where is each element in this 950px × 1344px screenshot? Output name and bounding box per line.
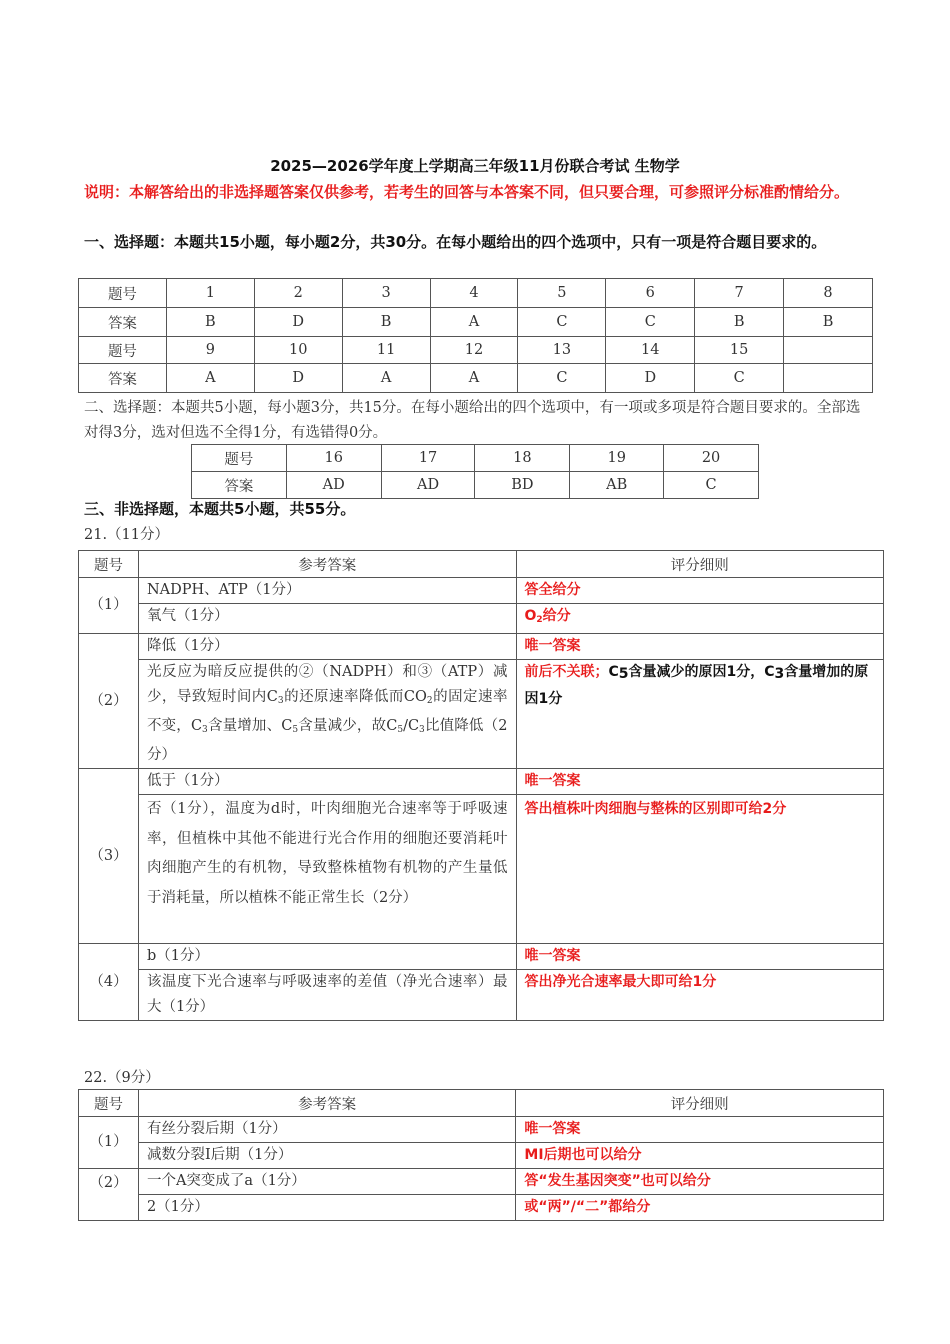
header-reference-answer: 参考答案 <box>138 1090 515 1117</box>
question-number: 2 <box>254 279 342 308</box>
reference-answer: 降低（1分） <box>138 634 516 660</box>
answer-cell: A <box>166 364 254 393</box>
question-number: 6 <box>606 279 695 308</box>
answer-cell: C <box>664 472 759 499</box>
header-question: 题号 <box>79 1090 139 1117</box>
table-row <box>79 578 884 604</box>
answer-text: 含量增加、C <box>207 718 293 734</box>
answer-cell: A <box>430 308 518 337</box>
answer-cell: AD <box>286 472 381 499</box>
subscript: 2 <box>426 696 433 706</box>
rule-text: 含量减少的原因1分，C <box>628 664 775 680</box>
table-row <box>79 279 873 308</box>
answer-cell: A <box>342 364 430 393</box>
answer-cell <box>784 364 873 393</box>
part-number: （1） <box>79 578 139 634</box>
section-3-heading: 三、非选择题，本题共5小题，共55分。 <box>84 500 356 518</box>
question-number: 1 <box>166 279 254 308</box>
scoring-rule: MI后期也可以给分 <box>516 1143 884 1169</box>
row-label: 答案 <box>79 364 167 393</box>
header-reference-answer: 参考答案 <box>138 551 516 578</box>
scoring-rule: 答“发生基因突变”也可以给分 <box>516 1169 884 1195</box>
rule-text: 含量增加的原因1分 <box>524 664 869 707</box>
table-row <box>79 769 884 795</box>
table-row <box>79 337 873 364</box>
answer-text: 的固定速率不变，C <box>146 689 508 734</box>
scoring-rule: 或“两”/“二”都给分 <box>516 1195 884 1221</box>
reference-answer: 氧气（1分） <box>138 604 516 634</box>
table-header-row <box>79 1090 884 1117</box>
rule-text: C <box>608 664 619 680</box>
reference-answer: 低于（1分） <box>138 769 516 795</box>
answer-text: 比值降低（2分） <box>146 718 508 763</box>
table-row <box>79 795 884 944</box>
question-number: 4 <box>430 279 518 308</box>
reference-answer: 否（1分），温度为d时，叶肉细胞光合速率等于呼吸速率，但植株中其他不能进行光合作用的细胞还要消耗叶肉细胞产生的有机物，导致整株植物有机物的产生量低于消耗量，所以植株不能正常生长（2分） <box>138 795 516 944</box>
question-number: 15 <box>695 337 784 364</box>
table-row <box>192 472 759 499</box>
question-number: 17 <box>381 445 475 472</box>
question-number: 10 <box>254 337 342 364</box>
rule-text: 给分 <box>542 608 571 624</box>
table-row <box>79 308 873 337</box>
question-number: 7 <box>695 279 784 308</box>
answer-cell: AD <box>381 472 475 499</box>
table-row <box>79 364 873 393</box>
part-number: （3） <box>79 769 139 944</box>
reference-answer: b（1分） <box>138 944 516 970</box>
table-row <box>79 660 884 769</box>
part-number: （1） <box>79 1117 139 1169</box>
grading-note: 说明：本解答给出的非选择题答案仅供参考，若考生的回答与本答案不同，但只要合理，可参照评分标准酌情给分。 <box>84 183 850 201</box>
subscript: 3 <box>202 725 208 735</box>
table-row <box>79 634 884 660</box>
section-2-answer-table <box>191 444 759 499</box>
answer-cell: B <box>166 308 254 337</box>
question-number <box>784 337 873 364</box>
row-label: 答案 <box>192 472 287 499</box>
subscript: 5 <box>292 725 299 735</box>
scoring-rule <box>516 604 884 634</box>
question-22-heading: 22.（9分） <box>84 1070 160 1086</box>
table-row <box>192 445 759 472</box>
part-number: （4） <box>79 944 139 1021</box>
header-scoring-rules: 评分细则 <box>516 1090 884 1117</box>
subscript: 3 <box>774 666 785 682</box>
answer-cell: B <box>695 308 784 337</box>
question-21-heading: 21.（11分） <box>84 527 170 543</box>
subscript: 5 <box>397 725 404 735</box>
question-number: 14 <box>606 337 695 364</box>
part-number: （2） <box>79 1169 139 1221</box>
rule-text: O <box>524 608 537 624</box>
scoring-rule: 唯一答案 <box>516 769 884 795</box>
question-number: 20 <box>664 445 759 472</box>
answer-cell: A <box>430 364 518 393</box>
answer-cell: D <box>254 364 342 393</box>
subscript: 5 <box>618 666 629 682</box>
scoring-rule: 答出净光合速率最大即可给1分 <box>516 970 884 1021</box>
answer-cell: C <box>518 308 606 337</box>
reference-answer: 有丝分裂后期（1分） <box>138 1117 515 1143</box>
header-scoring-rules: 评分细则 <box>516 551 884 578</box>
table-row <box>79 1195 884 1221</box>
question-number: 13 <box>518 337 606 364</box>
answer-cell: AB <box>570 472 664 499</box>
scoring-rule: 唯一答案 <box>516 1117 884 1143</box>
section-1-heading: 一、选择题：本题共15小题，每小题2分，共30分。在每小题给出的四个选项中，只有一项是符合题目要求的。 <box>84 233 827 251</box>
subscript: 3 <box>419 725 425 735</box>
question-number: 11 <box>342 337 430 364</box>
part-number: （2） <box>79 634 139 769</box>
reference-answer <box>138 660 516 769</box>
row-label: 答案 <box>79 308 167 337</box>
subscript: 3 <box>277 696 284 706</box>
question-number: 3 <box>342 279 430 308</box>
row-label: 题号 <box>192 445 287 472</box>
table-row <box>79 944 884 970</box>
answer-cell: BD <box>475 472 570 499</box>
question-number: 5 <box>518 279 606 308</box>
table-row <box>79 1143 884 1169</box>
question-number: 12 <box>430 337 518 364</box>
table-row <box>79 1169 884 1195</box>
row-label: 题号 <box>79 279 167 308</box>
reference-answer: 2（1分） <box>138 1195 515 1221</box>
question-22-table <box>78 1089 884 1221</box>
reference-answer: NADPH、ATP（1分） <box>138 578 516 604</box>
reference-answer: 一个A突变成了a（1分） <box>138 1169 515 1195</box>
scoring-rule: 答全给分 <box>516 578 884 604</box>
rule-subscript: 2 <box>536 615 543 625</box>
question-21-table <box>78 550 884 1021</box>
question-number: 9 <box>166 337 254 364</box>
scoring-rule: 答出植株叶肉细胞与整株的区别即可给2分 <box>516 795 884 944</box>
answer-text: 含量减少，故C <box>298 718 398 734</box>
table-row <box>79 1117 884 1143</box>
answer-cell: B <box>784 308 873 337</box>
rule-text-red: 前后不关联； <box>524 664 609 680</box>
answer-text: /C <box>403 718 420 734</box>
answer-cell: D <box>606 364 695 393</box>
table-header-row <box>79 551 884 578</box>
table-row <box>79 970 884 1021</box>
question-number: 16 <box>286 445 381 472</box>
reference-answer: 该温度下光合速率与呼吸速率的差值（净光合速率）最大（1分） <box>138 970 516 1021</box>
scoring-rule: 唯一答案 <box>516 634 884 660</box>
scoring-rule: 唯一答案 <box>516 944 884 970</box>
answer-cell: D <box>254 308 342 337</box>
document-title: 2025—2026学年度上学期高三年级11月份联合考试 生物学 <box>270 157 680 175</box>
question-number: 8 <box>784 279 873 308</box>
scoring-rule <box>516 660 884 769</box>
section-1-answer-table <box>78 278 873 393</box>
header-question: 题号 <box>79 551 139 578</box>
answer-cell: C <box>518 364 606 393</box>
section-2-heading: 二、选择题：本题共5小题，每小题3分，共15分。在每小题给出的四个选项中，有一项或多项是符合题目要求的。全部选对得3分，选对但选不全得1分，有选错得0分。 <box>84 400 861 441</box>
question-number: 19 <box>570 445 664 472</box>
answer-text: 光反应为暗反应提供的②（NADPH）和③（ATP）减少，导致短时间内C <box>146 664 508 705</box>
answer-cell: C <box>695 364 784 393</box>
question-number: 18 <box>475 445 570 472</box>
row-label: 题号 <box>79 337 167 364</box>
answer-cell: B <box>342 308 430 337</box>
answer-text: 的还原速率降低而CO <box>283 689 427 705</box>
answer-cell: C <box>606 308 695 337</box>
reference-answer: 减数分裂Ⅰ后期（1分） <box>138 1143 515 1169</box>
table-row <box>79 604 884 634</box>
